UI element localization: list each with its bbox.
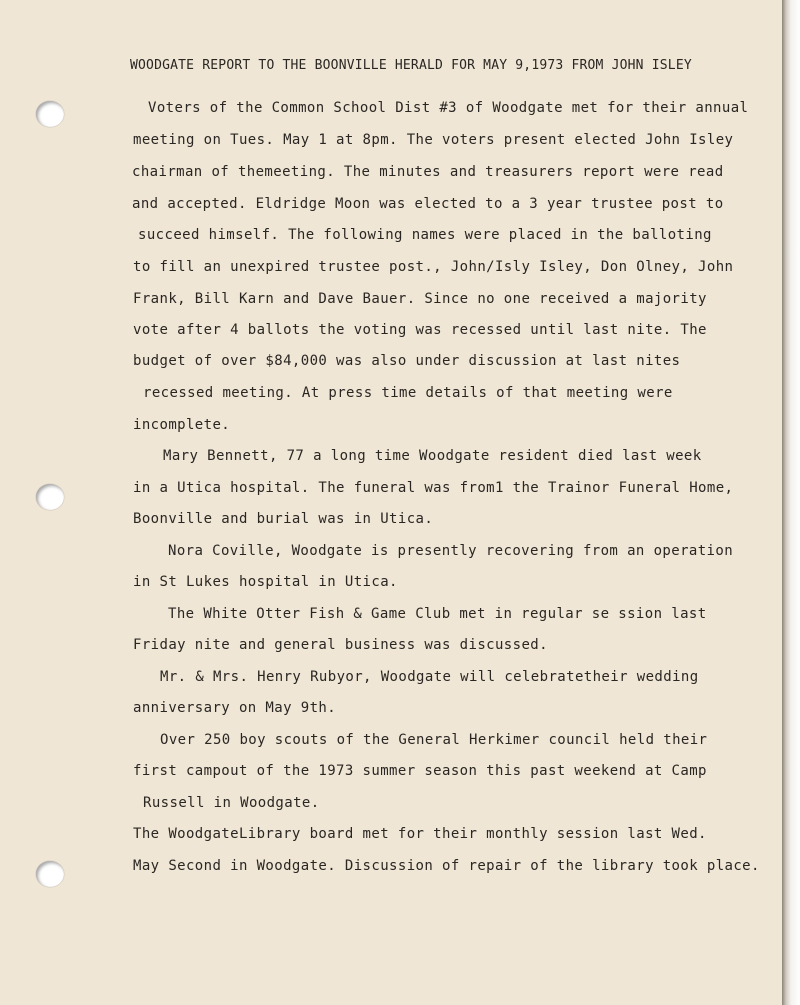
text-line: Over 250 boy scouts of the General Herkimer council held their [160,732,708,748]
text-line: first campout of the 1973 summer season this past weekend at Camp [133,763,707,779]
text-line: anniversary on May 9th. [133,700,337,716]
text-line: meeting on Tues. May 1 at 8pm. The voters present elected John Isley [133,132,734,148]
text-line: succeed himself. The following names were placed in the balloting [138,227,712,243]
text-line: to fill an unexpired trustee post., John/Isly Isley, Don Olney, John [133,259,734,275]
report-title: WOODGATE REPORT TO THE BOONVILLE HERALD FOR MAY 9,1973 FROM JOHN ISLEY [130,58,692,73]
text-line: incomplete. [133,417,231,433]
text-line: Friday nite and general business was discussed. [133,637,548,653]
text-line: and accepted. Eldridge Moon was elected to a 3 year trustee post to [132,196,724,212]
text-line: in a Utica hospital. The funeral was from1 the Trainor Funeral Home, [133,480,734,496]
page-edge-shadow [782,0,800,1005]
text-line: Frank, Bill Karn and Dave Bauer. Since no one received a majority [133,291,707,307]
text-line: Boonville and burial was in Utica. [133,511,434,527]
text-line: vote after 4 ballots the voting was recessed until last nite. The [133,322,707,338]
text-line: The White Otter Fish & Game Club met in regular se ssion last [168,606,707,622]
text-line: in St Lukes hospital in Utica. [133,574,398,590]
text-line: budget of over $84,000 was also under discussion at last nites [133,353,681,369]
text-line: Nora Coville, Woodgate is presently recovering from an operation [168,543,734,559]
text-line: The WoodgateLibrary board met for their monthly session last Wed. [133,826,707,842]
text-line: May Second in Woodgate. Discussion of repair of the library took place. [133,858,760,874]
text-line: chairman of themeeting. The minutes and treasurers report were read [132,164,724,180]
text-line: Russell in Woodgate. [143,795,320,811]
text-line: Voters of the Common School Dist #3 of Woodgate met for their annual [148,100,749,116]
text-line: Mary Bennett, 77 a long time Woodgate resident died last week [163,448,702,464]
text-line: Mr. & Mrs. Henry Rubyor, Woodgate will celebratetheir wedding [160,669,699,685]
text-line: recessed meeting. At press time details of that meeting were [143,385,673,401]
